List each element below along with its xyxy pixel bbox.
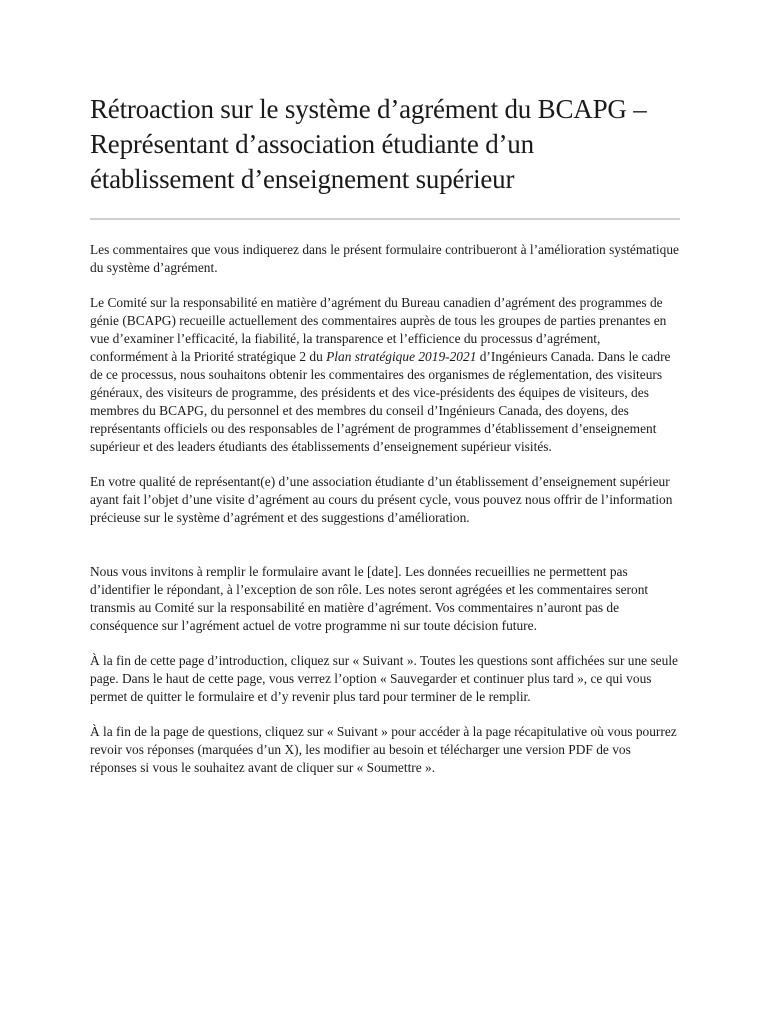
summary-instructions-paragraph: À la fin de la page de questions, cliquez sur « Suivant » pour accéder à la page récapitulative où vous pourrez revoir vos réponses (marquées d’un X), les modifier au besoin et télécharger une version PDF de vos réponses si vous le souhaitez avant de cliquer sur « Soumettre ». (90, 724, 677, 775)
instructions-paragraph: À la fin de cette page d’introduction, cliquez sur « Suivant ». Toutes les questions sont affichées sur une seule page. Dans le haut de cette page, vous verrez l’option « Sauvegarder et continuer plus tard », ce qui vous permet de quitter le formulaire et d’y revenir plus tard pour terminer de le remplir. (90, 653, 678, 704)
deadline-paragraph: Nous vous invitons à remplir le formulaire avant le [date]. Les données recueillies ne permettent pas d’identifier le répondant, à l’exception de son rôle. Les notes seront agrégées et les commentaires seront transmis au Comité sur la responsabilité en matière d’agrément. Vos commentaires n’auront pas de conséquence sur l’agrément actuel de votre programme ni sur toute décision future. (90, 564, 649, 633)
context-text-end: d’Ingénieurs Canada. Dans le cadre de ce processus, nous souhaitons obtenir les commentaires des organismes de réglementation, des visiteurs généraux, des visiteurs de programme, des présidents et des vice-présidents des équipes de visiteurs, des membres du BCAPG, du personnel et des membres du conseil d’Ingénieurs Canada, des doyens, des représentants officiels ou des responsables de l’agrément de programmes d’établissement d’enseignement supérieur et des leaders étudiants des établissements d’enseignement supérieur visités. (90, 349, 671, 454)
context-paragraph (90, 294, 680, 456)
role-paragraph: En votre qualité de représentant(e) d’une association étudiante d’un établissement d’enseignement supérieur ayant fait l’objet d’une visite d’agrément au cours du présent cycle, vous pouvez nous offrir de l’information précieuse sur le système d’agrément et des suggestions d’amélioration. (90, 474, 673, 525)
page-title: Rétroaction sur le système d’agrément du BCAPG – Représentant d’association étudiante d’un établissement d’enseignement supérieur (90, 94, 647, 194)
document-page (90, 92, 680, 777)
intro-paragraph: Les commentaires que vous indiquerez dans le présent formulaire contribueront à l’amélioration systématique du système d’agrément. (90, 242, 679, 275)
strategic-plan-title: Plan stratégique 2019-2021 (326, 349, 477, 364)
title-divider (90, 218, 680, 220)
context-text-start: Le Comité sur la responsabilité en matière d’agrément du Bureau canadien d’agrément des programmes de génie (BCAPG) recueille actuellement des commentaires auprès de tous les groupes de parties prenantes en vue d’examiner l’efficacité, la fiabilité, la transparence et l’efficience du processus d’agrément, conformément à la Priorité stratégique 2 du (90, 295, 667, 364)
